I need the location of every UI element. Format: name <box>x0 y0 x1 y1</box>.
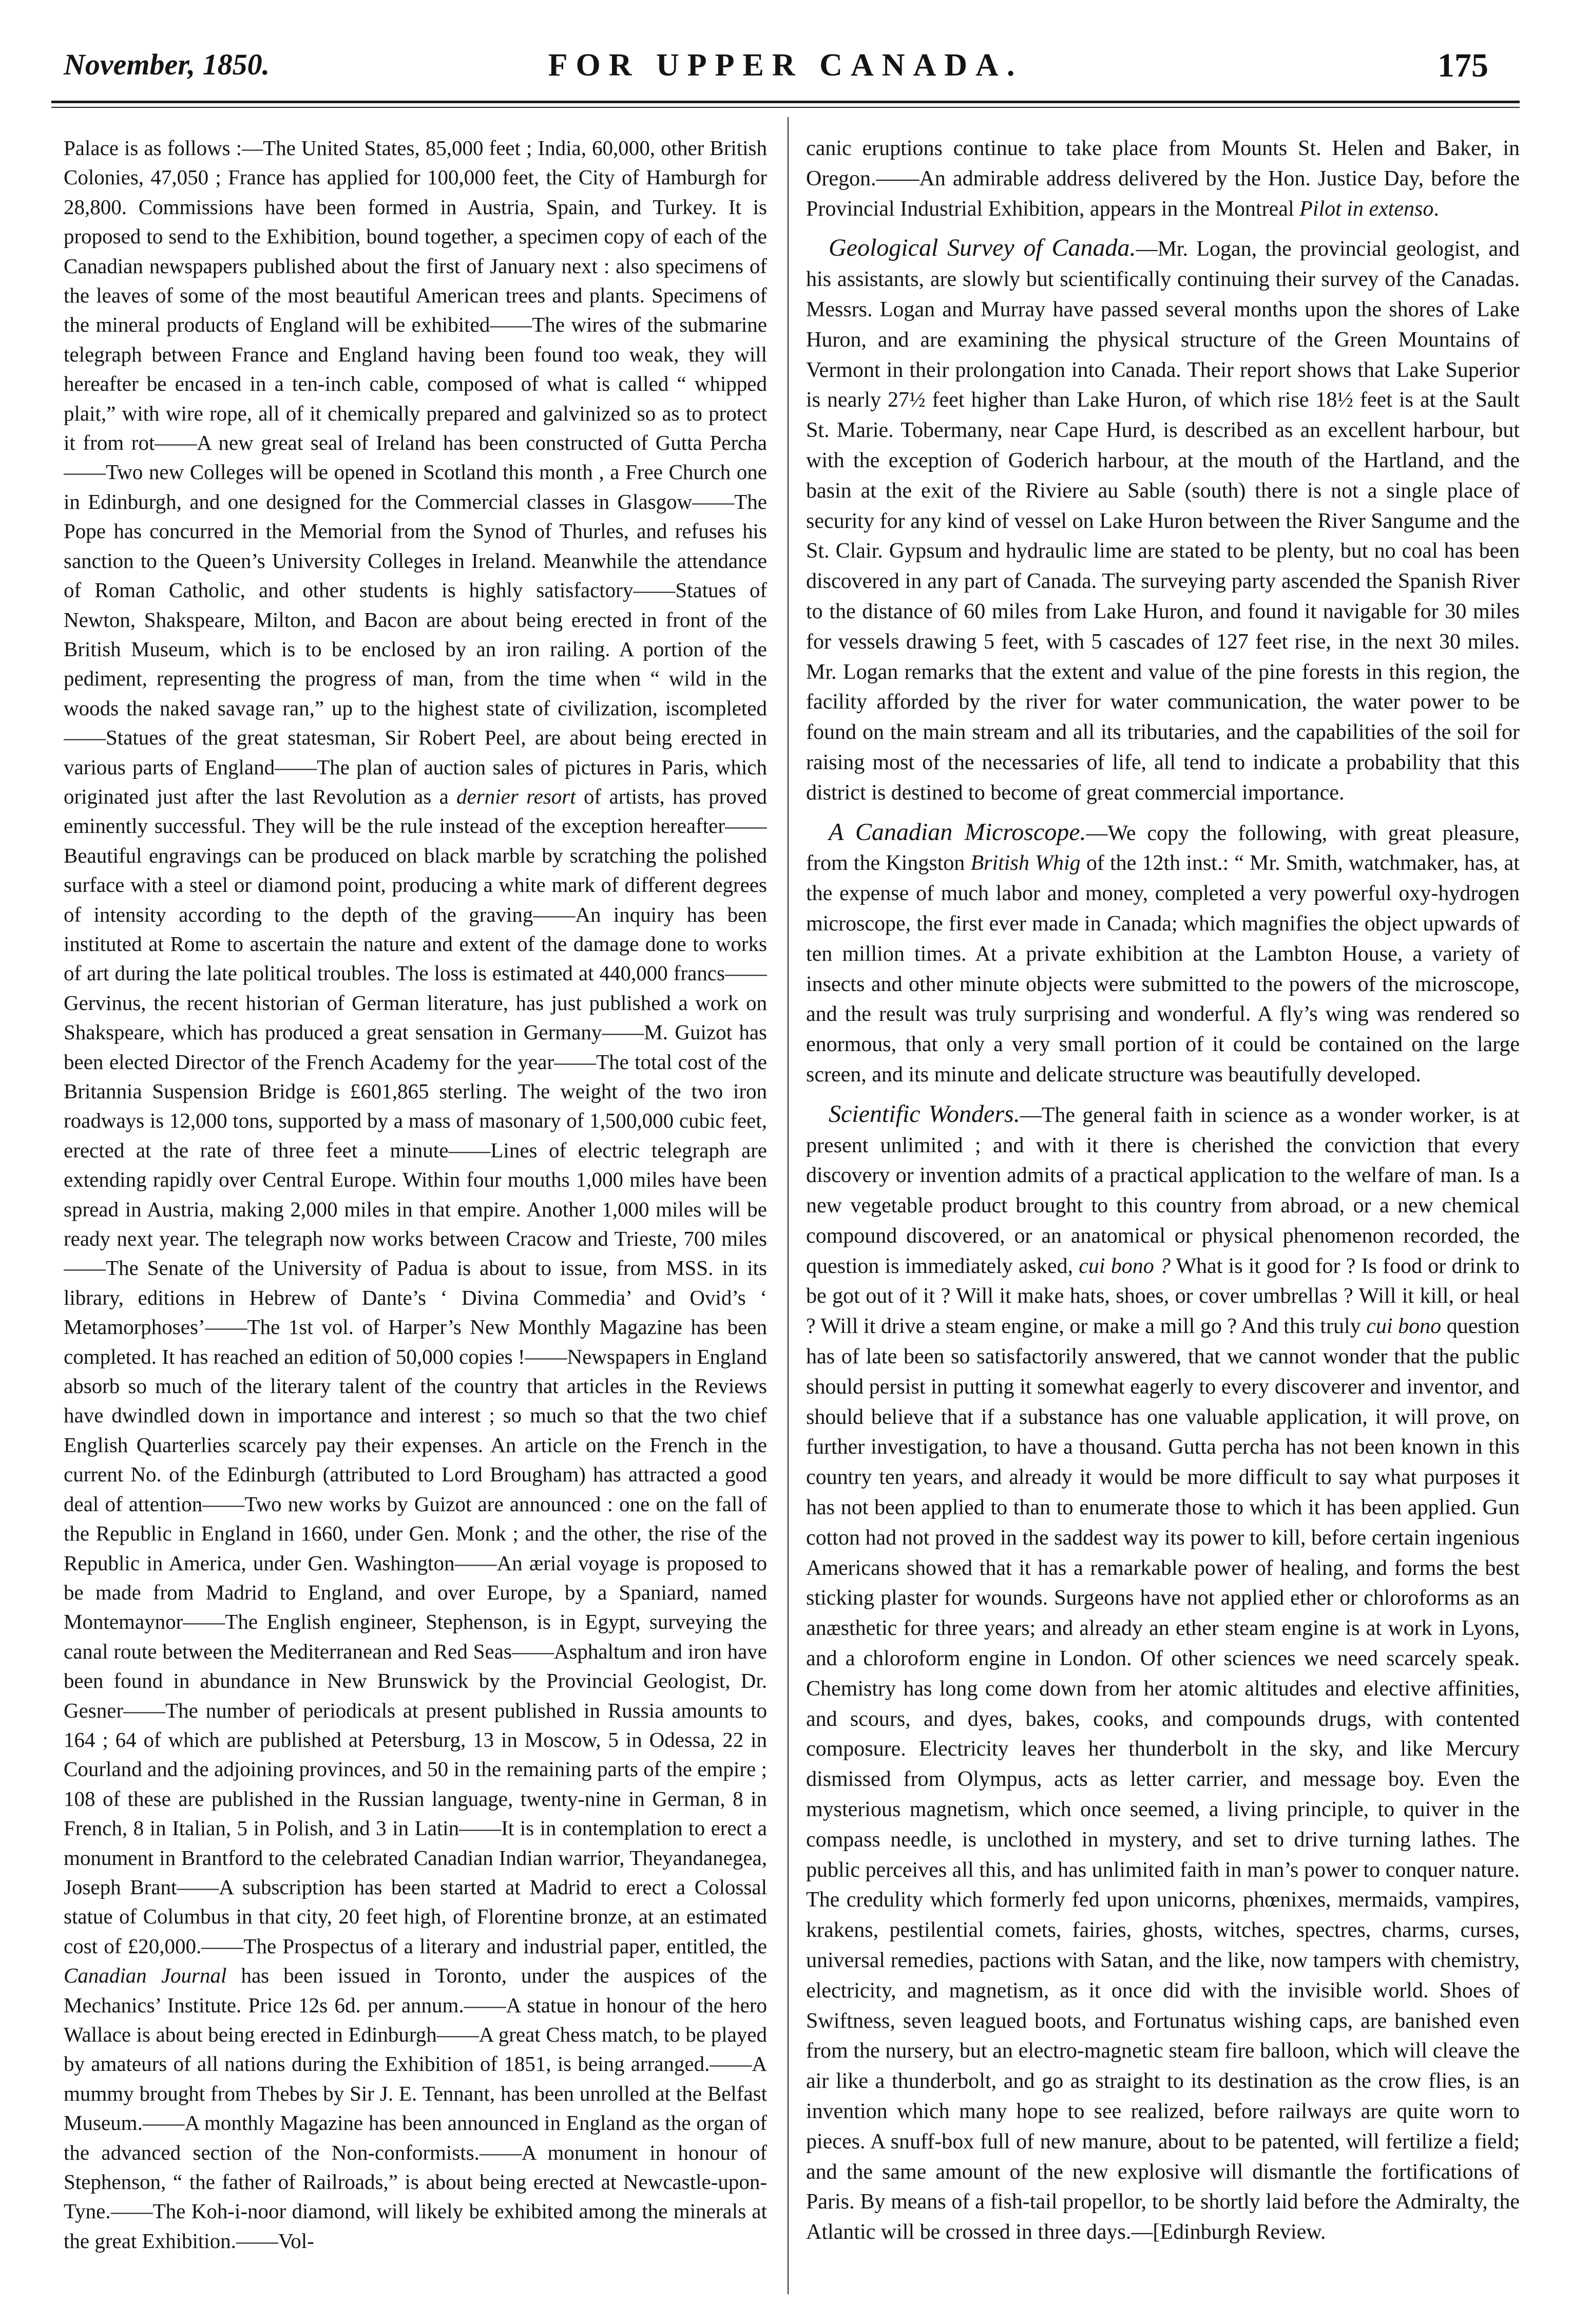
italic-phrase: cui bono ? <box>1079 1254 1171 1278</box>
italic-title: British Whig <box>970 851 1081 875</box>
text-run: of artists, has proved eminently successful. They will be the rule instead of the exception hereafter——Beautiful engravings can be produced on black marble by scratching the polished surface with a steel or diamond point, producing a white mark of different degrees of intensity according to the depth of the graving——An inquiry has been instituted at Rome to ascertain the nature and extent of the damage done to works of art during the late political troubles. The loss is estimated at 440,000 francs——Gervinus, the recent historian of German literature, has just published a work on Shakspeare, which has produced a great sensation in Germany——M. Guizot has been elected Director of the French Academy for the year——The total cost of the Britannia Suspension Bridge is £601,865 sterling. The weight of the two iron roadways is 12,000 tons, supported by a mass of masonary of 1,500,000 cubic feet, erected at the rate of three feet a minute——Lines of electric telegraph are extending rapidly over Central Europe. Within four mouths 1,000 miles have been spread in Austria, making 2,000 miles in that empire. Another 1,000 miles will be ready next year. The telegraph now works between Cracow and Trieste, 700 miles——The Senate of the University of Padua is about to issue, from MSS. in its library, editions in Hebrew of Dante’s ‘ Divina Commedia’ and Ovid’s ‘ Metamorphoses’——The 1st vol. of Harper’s New Monthly Magazine has been completed. It has reached an edition of 50,000 copies !——Newspapers in England absorb so much of the literary talent of the country that articles in the Reviews have dwindled down in importance and interest ; so much so that the two chief English Quarterlies scarcely pay their expenses. An article on the French in the current No. of the Edinburgh (attributed to Lord Brougham) has attracted a good deal of attention——Two new works by Guizot are announced : one on the fall of the Republic in England in 1660, under Gen. Monk ; and the other, the rise of the Republic in America, under Gen. Washington——An ærial voyage is proposed to be made from Madrid to England, and over Europe, by a Spaniard, named Montemaynor——The English engineer, Stephenson, is in Egypt, surveying the canal route between the Mediterranean and Red Seas——Asphaltum and iron have been found in abundance in New Brunswick by the Provincial Geologist, Dr. Gesner——The number of periodicals at present published in Russia amounts to 164 ; 64 of which are published at Petersburg, 13 in Moscow, 5 in Odessa, 22 in Courland and the adjoining provinces, and 50 in the remaining parts of the empire ; 108 of these are published in the Russian language, twenty-nine in German, 8 in French, 8 in Italian, 5 in Polish, and 3 in Latin——It is in contemplation to erect a monument in Brantford to the celebrated Canadian Indian warrior, Theyandanegea, Joseph Brant——A subscription has been started at Madrid to erect a Colossal statue of Columbus in that city, 20 feet high, of Florentine bronze, at an estimated cost of £20,000.——The Prospectus of a literary and industrial paper, entitled, the <box>64 784 767 1958</box>
header-rule-thick <box>51 101 1520 103</box>
article-heading: Geological Survey of Canada. <box>829 234 1136 262</box>
text-run: canic eruptions continue to take place from Mounts St. Helen and Baker, in Oregon.——An admirable address delivered by the Hon. Justice Day, before the Provincial Industrial Exhibition, appears in the Montreal <box>806 137 1520 221</box>
right-column <box>806 134 1520 2285</box>
scientific-wonders-article <box>806 1099 1520 2247</box>
page-number: 175 <box>1438 47 1488 84</box>
italic-title: Pilot <box>1299 197 1342 221</box>
article-body: —The general faith in science as a wonder worker, is at present unlimited ; and with it there is cherished the conviction that every discovery or invention admits of a practical application to the welfare of man. Is a new vegetable product brought to this country from abroad, or a new chemical compound discovered, or an anatomical or physical phenomenon recorded, the question is immediately asked, <box>806 1103 1520 1278</box>
page-header <box>0 0 1571 87</box>
text-run: Palace is as follows :—The United States, 85,000 feet ; India, 60,000, other British Colonies, 47,050 ; France has applied for 100,000 feet, the City of Hamburgh for 28,800. Commissions have been formed in Austria, Spain, and Turkey. It is proposed to send to the Exhibition, bound together, a specimen copy of each of the Canadian newspapers published about the first of January next : also specimens of the leaves of some of the most beautiful American trees and plants. Specimens of the mineral products of England will be exhibited——The wires of the submarine telegraph between France and England having been found too weak, they will hereafter be encased in a ten-inch cable, composed of what is called “ whipped plait,” with wire rope, all of it chemically prepared and galvinized so as to protect it from rot——A new great seal of Ireland has been constructed of Gutta Percha——Two new Colleges will be opened in Scotland this month , a Free Church one in Edinburgh, and one designed for the Commercial classes in Glasgow——The Pope has concurred in the Memorial from the Synod of Thurles, and refuses his sanction to the Queen’s University Colleges in Ireland. Meanwhile the attendance of Roman Catholic, and other students is highly satisfactory——Statues of Newton, Shakspeare, Milton, and Bacon are about being erected in front of the British Museum, which is to be enclosed by an iron railing. A portion of the pediment, representing the progress of man, from the time when “ wild in the woods the naked savage ran,” up to the highest state of civilization, iscompleted——Statues of the great statesman, Sir Robert Peel, are about being erected in various parts of England——The plan of auction sales of pictures in Paris, which originated just after the last Revolution as a <box>64 136 767 808</box>
italic-phrase: dernier resort <box>456 784 576 808</box>
running-title: FOR UPPER CANADA. <box>548 48 1023 83</box>
text-run <box>1342 197 1347 221</box>
article-body: of the 12th inst.: “ Mr. Smith, watchmaker, has, at the expense of much labor and money, completed a very powerful oxy-hydrogen microscope, the first ever made in Canada; which magnifies the object upwards of ten million times. At a private exhibition at the Lambton House, a variety of insects and other minute objects were submitted to the powers of the microscope, and the result was truly surprising and wonderful. A fly’s wing was rendered so enormous, that only a very small portion of it could be contained on the large screen, and its minute and delicate structure was beautifully developed. <box>806 851 1520 1087</box>
article-body: —We copy the following, with great pleasure, from the Kingston <box>806 821 1520 875</box>
geological-survey-article <box>806 233 1520 808</box>
header-rule-thin <box>51 107 1520 108</box>
column-divider <box>788 117 789 2294</box>
article-heading: Scientific Wonders. <box>829 1100 1020 1128</box>
issue-date: November, 1850. <box>64 48 270 81</box>
microscope-article <box>806 817 1520 1090</box>
italic-phrase: in extenso <box>1347 197 1434 221</box>
text-run: . <box>1433 197 1439 221</box>
left-column <box>64 134 767 2285</box>
text-run: has been issued in Toronto, under the auspices of the Mechanics’ Institute. Price 12s 6d. per annum.——A statue in honour of the hero Wallace is about being erected in Edinburgh——A great Chess match, to be played by amateurs of all nations during the Exhibition of 1851, is being arranged.——A mummy brought from Thebes by Sir J. E. Tennant, has been unrolled at the Belfast Museum.——A monthly Magazine has been announced in England as the organ of the advanced section of the Non-conformists.——A monument in honour of Stephenson, “ the father of Railroads,” is about being erected at Newcastle-upon-Tyne.——The Koh-i-noor diamond, will likely be exhibited among the minerals at the great Exhibition.——Vol- <box>64 1964 767 2253</box>
article-body: What is it good for ? Is food or drink to be got out of it ? Will it make hats, shoes, or cover umbrellas ? Will it kill, or heal ? Will it drive a steam engine, or make a mill go ? And this truly <box>806 1254 1520 1339</box>
italic-phrase: cui bono <box>1366 1315 1442 1339</box>
volcanic-paragraph <box>806 134 1520 224</box>
news-summary-paragraph <box>64 134 767 2256</box>
article-heading: A Canadian Microscope. <box>829 818 1086 846</box>
italic-title: Canadian Journal <box>64 1964 227 1988</box>
article-body: question has of late been so satisfactorily answered, that we cannot wonder that the public should persist in putting it somewhat eagerly to every discoverer and inventor, and should believe that if a substance has one valuable application, it will prove, on further investigation, to have a thousand. Gutta percha has not been known in this country ten years, and already it would be more difficult to say what purposes it has not been applied to than to enumerate those to which it has been applied. Gun cotton had not proved in the saddest way its power to kill, before certain ingenious Americans showed that it has a remarkable power of healing, and forms the best sticking plaster for wounds. Surgeons have not applied ether or chloroforms as an anæsthetic for three years; and already an ether steam engine is at work in Lyons, and a chloroform engine in London. Of other sciences we need scarcely speak. Chemistry has long come down from her atomic altitudes and elective affinities, and scours, and dyes, bakes, cooks, and compounds drugs, with contented composure. Electricity leaves her thunderbolt in the sky, and like Mercury dismissed from Olympus, acts as letter carrier, and message boy. Even the mysterious magnetism, which once seemed, a living principle, to quiver in the compass needle, is unclothed in mystery, and set to drive turning lathes. The public perceives all this, and has unlimited faith in man’s power to conquer nature. The credulity which formerly fed upon unicorns, phœnixes, mermaids, vampires, krakens, pestilential comets, fairies, ghosts, witches, spectres, charms, curses, universal remedies, pactions with Satan, and the like, now tampers with chemistry, electricity, and magnetism, as it once did with the invisible world. Shoes of Swiftness, seven leagued boots, and Fortunatus wishing caps, are banished even from the nursery, but an electro-magnetic steam fire balloon, which will cleave the air like a thunderbolt, and go as straight to its destination as the crow flies, is an invention which many hope to see realized, before railways are quite worn to pieces. A snuff-box full of new manure, about to be patented, will fertilize a field; and the same amount of the new explosive will dismantle the fortifications of Paris. By means of a fish-tail propellor, to be shortly laid before the Admiralty, the Atlantic will be crossed in three days.—[Edinburgh Review. <box>806 1315 1520 2244</box>
article-body: —Mr. Logan, the provincial geologist, and his assistants, are slowly but scientifically continuing their survey of the Canadas. Messrs. Logan and Murray have passed several months upon the shores of Lake Huron, and are examining the physical structure of the Green Mountains of Vermont in their prolongation into Canada. Their report shows that Lake Superior is nearly 27½ feet higher than Lake Huron, of which rise 18½ feet is at the Sault St. Marie. Tobermany, near Cape Hurd, is described as an excellent harbour, but with the exception of Goderich harbour, at the mouth of the Hartland, and the basin at the exit of the Riviere au Sable (south) there is not a single place of security for any kind of vessel on Lake Huron between the River Sangume and the St. Clair. Gypsum and hydraulic lime are stated to be plenty, but no coal has been discovered in any part of Canada. The surveying party ascended the Spanish River to the distance of 60 miles from Lake Huron, and found it navigable for 30 miles for vessels drawing 5 feet, with 5 cascades of 127 feet rise, in the next 30 miles. Mr. Logan remarks that the extent and value of the pine forests in this region, the facility afforded by the river for water communication, the water power to be found on the main stream and all its tributaries, and the capabilities of the soil for raising most of the necessaries of life, all tend to indicate a probability that this district is destined to become of great commercial importance. <box>806 237 1520 805</box>
